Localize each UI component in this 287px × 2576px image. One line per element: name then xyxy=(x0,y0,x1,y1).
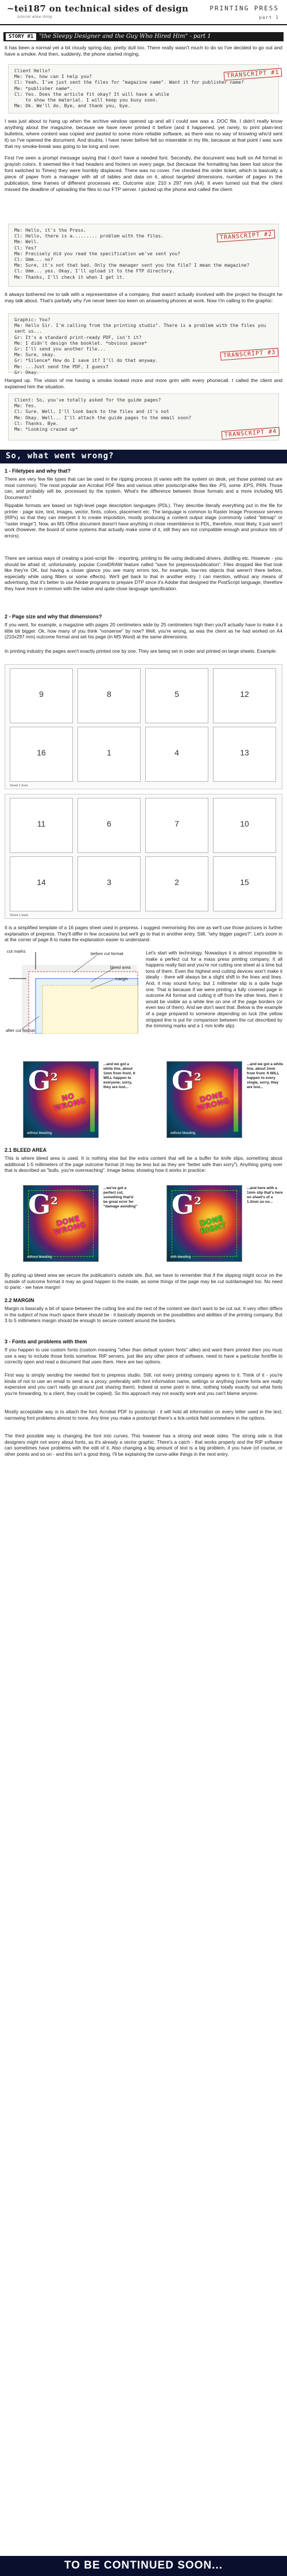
subheading-margin: 2.2 MARGIN xyxy=(5,1297,34,1303)
site-tagline: tutorial alike thing xyxy=(17,15,52,19)
example-poster-with-bleed-b xyxy=(166,1185,242,1262)
poster-logo: $G^2$ xyxy=(172,1189,201,1220)
poster-tag: without bleeding xyxy=(27,1132,52,1135)
fonts-paragraph-4: The third possible way is changing the font into curves. This however has a strong and weak sides. The strong side is that designers might not worry about fonts, as it's already a vector graphic. There's a catch - that works properly and the RIP software can sometimes have problems with the edit of it. Also changing a big amount of text is a big problem, if you have (of course, or other points and so on - and this isn't a good thing. I'll be explaining the curve-alike things in the next entry. xyxy=(5,1433,282,1457)
fonts-paragraph-1: If you happen to use custom fonts (custom meaning "other than default system fonts" alike) and want them printed then you must use a way to include those fonts somehow. RIP servers, just like any other piece of software, need to have a particular font/file to correctly open and read a document that uses them. Here are two options. xyxy=(5,1347,282,1365)
filetypes-paragraph-2: Rippable formats are based on high-level page description languages (PDL). They describe literally everything put in the file for printer - page size, text, images, vector, fonts, colors, placement etc. The language is common to Raster Image Processor servers (RIPs) so that they can interpret it to create imposition, mostly producing a content output stage (commonly called "bitmap" or "raster image"). Now, an MS Office document doesn't have anything in close resemblence to PDL, therefore, most likely, it just won't work (however, the board of some systems that actually make some of it, still they are not compatible enough and produce lots of errors). xyxy=(5,502,282,539)
story-number: STORY #1 xyxy=(6,33,36,40)
to-be-continued-text: TO BE CONTINUED SOON... xyxy=(64,2559,223,2571)
sheet-page: 7 xyxy=(145,798,208,853)
subheading-fonts: 3 - Fonts and problems with them xyxy=(5,1339,87,1344)
series-title: PRINTING PRESS xyxy=(210,5,279,12)
poster-callout: ...and we got a white line, about 1mm from front. It WILL happen to everyone; sorry, they are lost... xyxy=(103,1062,135,1089)
sheet-page: 11 xyxy=(10,798,73,853)
label-after-cut: after cut format xyxy=(6,1028,35,1033)
page-size-paragraph-4: Let's start with technology. Nowadays it is almost impossible to make a perfect cut for a mass press printing company. It all happens really fast and you're not cutting one sheet at a time but tons of them. Even the highest end cutting devices won't make it ideally - there will always be a slight shift in the lines and lines. And, it may sound funny, but 1 millimeter slip is a quite huge one. That is because if we were printing a fully covered page in outcome A4 format and cutting it off from the other lines, then it would be visible as a white line on one of the page borders (or even two of them). And we don't want that. Below is the example of a page prepared to someone depending on luck (the yellow stripped line is put for comparison between the cut described by the trimming marks and a 1 mm knife slip). xyxy=(146,950,282,1029)
label-before-cut: before cut format xyxy=(91,951,123,956)
fonts-paragraph-3: Mostly acceptable way is to attach the font. Acrobat PDF to postscript - it will hold all information on every letter used in the text, narrowing font problems almost to none. Any time you make a postscript there's a tick-untick field somewhere in the options. xyxy=(5,1409,282,1421)
filetypes-paragraph-1: There are very few file types that can be used in the ripping process (it varies with the system on desk, yet those pointed out are most common). The most popular are Acrobat PDF files and various other postscript-alike files like .PS, some .EPS, PRN. Those can, and probably will be, processed by the system. What's the difference between those formats and a more including MS Documents? xyxy=(5,476,282,500)
sheet-page: 10 xyxy=(213,798,276,853)
poster-message: DONE RIGHT xyxy=(199,1214,227,1237)
bleed-paragraph: This is where bleed area is used. It is nothing else but the extra content that will be a buffer for knife slips, something about additional 1-5 millimeters of the page outcome format (it may be less but as they are "better safe than sorry"). Anything going over that is described as "bulls, you're overreaching". Image below, showing how it works in practice: xyxy=(5,1155,282,1174)
poster-tag: without bleeding xyxy=(170,1132,196,1135)
example-poster-with-bleed-a xyxy=(23,1185,99,1262)
story-paragraph-3: First I've seen a prompt message saying that I don't have a needed font. Secondly, the document was built on A4 format in grayish colors. It seemed like it had headers and footers on every page, but (because the formatting has been lost since the font switched to Times) they were horribly displaced. There was no cover. I've checked the order ticket, which is basically a piece of paper from a manager with all of tables and data on it, about targeted dimensions, number of pages in the publication, time frames of different processes etc. Outcome size: 210 x 297 mm (A4). It even turned out that the client missed the deadline of uploading the files to our FTP server. I picked up the phone and called the client. xyxy=(5,155,282,192)
poster-logo: $G^2$ xyxy=(28,1189,58,1220)
story-title: "the Sleepy Designer and the Guy Who Hired Him" - part 1 xyxy=(39,33,211,40)
poster-message: DONE WRONG xyxy=(53,1214,87,1237)
page-header xyxy=(0,0,287,25)
sheet-page: 6 xyxy=(77,798,141,853)
sheet-page: 8 xyxy=(77,668,141,723)
example-poster-no-bleed-b xyxy=(166,1061,242,1138)
poster-callout: ...we've got a perfect cut, something that'd be great error for "damage avoiding" xyxy=(103,1186,138,1209)
transcript-box-1: Client Hello? Me: Yes, how can I help you? Cl: Yeah, I've just sent the files for "magazine name". Want it for publisher name? Me: *publisher name*. Cl: Yes. Does the article fit okay? It will have a while to show the material. I will keep you busy soon. Me: Ok. We'll do. Bye, and thank you, bye. xyxy=(8,64,279,114)
sheet-page: 2 xyxy=(145,856,208,911)
label-margin: margin xyxy=(115,976,128,981)
transcript-stamp-4: TRANSCRIPT #4 xyxy=(222,427,280,439)
transcript-stamp-2: TRANSCRIPT #2 xyxy=(217,229,276,242)
sheet-page: 16 xyxy=(10,727,73,782)
sheet-page: 5 xyxy=(145,668,208,723)
cut-marks-diagram xyxy=(5,948,142,1034)
transcript-box-3: Graphic: You? Me: Hello Sir. I'm calling from the printing studio". There is a problem with the files you sent us... Gr: It's a standard print-ready PDF, isn't it? Me: I didn't design the booklet. *obvious pause* Gr: I'll send you another file... Me: Sure, okay. Gr: *Silence* How do I save it? I'll do that anyway. Me: ...Just send the PDF, I guess? Gr: Okay. xyxy=(8,313,279,373)
example-poster-no-bleed-a xyxy=(23,1061,99,1138)
transcript-box-2: Me: Hello, it's the Press. Cl: Hello, there is a......... problem with the files. Me: Well. Cl: Yes? Me: Precisely did you read the specification we've sent you? Cl: Umm... no? Me: Sure, it's not that bad. Only the manager sent you the file? I mean the magazine? Cl: Umm... yes. Okay, I'll upload it to the FTP directory. Me: Thanks, I'll check it when I get it. xyxy=(8,224,279,287)
sheet-page: 13 xyxy=(213,727,276,782)
subheading-filetypes: 1 - Filetypes and why that? xyxy=(5,468,71,474)
transcript-stamp-1: TRANSCRIPT #1 xyxy=(224,68,282,80)
subheading-bleed: 2.1 BLEED AREA xyxy=(5,1147,47,1153)
bleed-paragraph-2: By putting up bleed area we secure the publication's outside site. But, we have to remember that if the slipping might occur on the outside of outcome format it may as good happen to the inside, as some things of the page may be cut out/damaged too. No need to panic - we have margin! xyxy=(5,1272,282,1291)
page-size-paragraph-1: If you went, for example, a magazine with pages 20 centimeters wide by 25 centimeters high then you'll actually have to make it a little bit bigger. Ok, how many of you think "nonsense" by now? Well, you're wrong, as was the client as he had worked on A4 (210x297 mm) outcome format and set his page (in MS Word) at the same dimensions. xyxy=(5,622,282,640)
sheet-page: 14 xyxy=(10,856,73,911)
imposition-sheet-front xyxy=(5,664,282,789)
sheet-page: 4 xyxy=(145,727,208,782)
poster-message: DONE WRONG xyxy=(196,1090,231,1113)
page-size-paragraph-3: It is a simplified template of a 16 pages sheet used in prepress. I suggest memorising this one as we'll use those pictures in further explanation of prepress. They'll differ in few occasions but we'll go to that in another entry. Still, "why bigger pages?". Let's zoom in at the corner of page 8 to make the explanation easier to understand. xyxy=(5,925,282,943)
sheet-page: 12 xyxy=(213,668,276,723)
sheet-page: 9 xyxy=(10,668,73,723)
sheet-caption: Sheet 1 back xyxy=(10,914,29,917)
poster-logo: $G^2$ xyxy=(28,1065,58,1096)
poster-logo: $G^2$ xyxy=(172,1065,201,1096)
series-part: part 1 xyxy=(259,15,279,20)
poster-callout: ...and here with a 1mm slip that's here on sheet's of a 1.3mm so no... xyxy=(247,1186,283,1204)
sheet-caption: Sheet 1 front xyxy=(10,784,28,788)
subheading-page-size: 2 - Page size and why that dimensions? xyxy=(5,614,102,619)
page-size-paragraph-2: In printing industry the pages aren't exactly printed one by one. They are being set in order and printed on large sheets. Example: xyxy=(5,648,277,654)
story-paragraph-2: I was just about to hang up when the archive window opened up and all I could see was a .DOC file. I didn't really know anything about the magazine, because we have never printed it before (and it happened, yet rarely, to print plain-text bulletins, where content was copied and pasted to some more reliable software, as there was no way of knowing who'd sent it) so I've opened the document. And doubts, I have never before felt so miserable in my life, because at that point I was sure that my smoke-break was going to be long and over. xyxy=(5,118,282,149)
imposition-sheet-back xyxy=(5,794,282,919)
story-intro: It has been a normal yet a bit cloudy spring day, pretty dull too. There really wasn't much to do so I've decided to go out and have a smoke. And then, suddenly, the phone started ringing. xyxy=(5,45,282,57)
sheet-page: 1 xyxy=(77,727,141,782)
label-bleed: bleed area xyxy=(110,965,131,970)
site-logo[interactable]: ~tei187 on technical sides of design xyxy=(7,3,189,14)
section-title: So, what went wrong? xyxy=(6,451,114,461)
story-paragraph-5: Hanged up. The vision of me having a smoke looked more and more grim with every phonecall. I called the client and explained him the situation. xyxy=(5,377,282,389)
cut-diagram-svg xyxy=(5,948,142,1034)
poster-message: NO WRONG xyxy=(53,1092,87,1113)
story-banner xyxy=(3,32,284,41)
transcript-stamp-3: TRANSCRIPT #3 xyxy=(220,348,279,360)
section-banner-what-went-wrong xyxy=(0,450,287,463)
label-cut-marks: cut marks xyxy=(7,949,26,954)
poster-tag: without bleeding xyxy=(27,1256,52,1259)
filetypes-paragraph-3: There are various ways of creating a post-script file - importing, printing to file using dedicated drivers, distilling etc. However - you should be afraid of, unfortunately, popular CorelDRAW feature called "save for prepress/publication". Files dropped like that look like they're OK, but having a closer glance you see many errors too, for example, low-res objects that weren't there before, especially while using filters or some effects). We'll get back to that in another entry. I can mention, without any means of advertising, that it's better to use Adobe programs to prepare DTP since it's Adobe that designed the PostScript language, therefore they have more in common with the native and quite-close language specification. xyxy=(5,555,282,591)
margin-paragraph: Margin is basically a bit of space between the cutting line and the rest of the content we don't want to be cut out. It very often differs in the subject of how much space there should be - it basically depends on the possibilities and abilities of the printing company. But 3 to 5 millimeters margin should be enough to secure content around the borders. xyxy=(5,1305,282,1324)
transcript-box-4: Client: So, you've totally asked for the guide pages? Me: Yes. Cl: Sure. Well, I'll look back to the files and it's not Me: Okay. Well... I'll attach the guide pages to the email soon? Cl: Thanks. Bye. Me: *Looking crazed up* xyxy=(8,393,279,441)
poster-callout: ...and we got a white line, about 1mm from front. It WILL happen to every single, sorry, they are lost... xyxy=(247,1062,284,1089)
sheet-page: 15 xyxy=(213,856,276,911)
poster-tag: with bleeding xyxy=(170,1256,191,1259)
sheet-page: 3 xyxy=(77,856,141,911)
fonts-paragraph-2: First way is simply sending the needed font to prepress studio. Still, not every printing company agrees to it. Think of it - you're kinda of not to use an email to send as a proxy, preferably with font information name, settings or anything (some fonts are really expensive and you can't really go around just sharing them). Indeed at some point in time, nothing totally exactly out what fonts you're forwarding, to a client, they could be copied). So this approach may not exactly work and you can't blame anyone. xyxy=(5,1372,282,1396)
to-be-continued-banner xyxy=(0,2556,287,2576)
story-paragraph-4: It always bothered me to talk with a representative of a company, that wasn't actually involved with the project he thought he may talk about. That's partially why I've never been too keen on answering phones at work. Now I'm calling to the graphic: xyxy=(5,291,282,303)
